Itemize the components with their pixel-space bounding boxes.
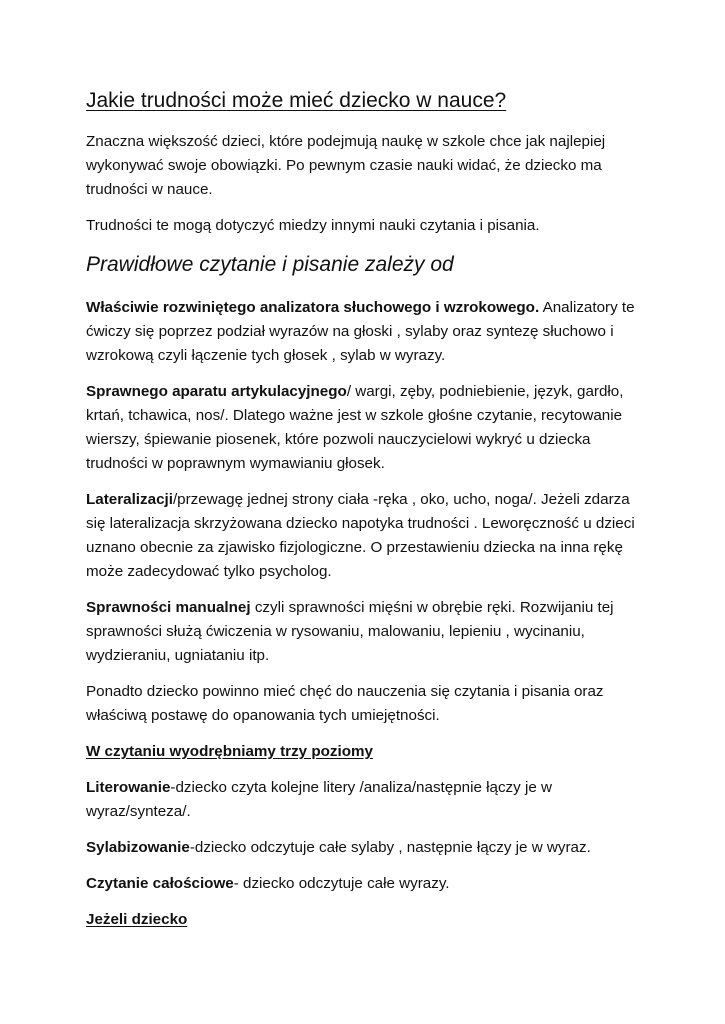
intro-paragraph-2: Trudności te mogą dotyczyć miedzy innymi nauki czytania i pisania. — [86, 217, 540, 234]
level-paragraph-syllables — [86, 836, 646, 860]
level-text: - dziecko odczytuje całe wyrazy. — [233, 875, 450, 892]
motivation-paragraph: Ponadto dziecko powinno mieć chęć do nauczenia się czytania i pisania oraz właściwą postawę do opanowania tych umiejętności. — [86, 683, 604, 724]
levels-heading-text: W czytaniu wyodrębniamy trzy poziomy — [86, 743, 373, 760]
level-paragraph-spelling — [86, 776, 646, 824]
level-term: Czytanie całościowe — [86, 875, 234, 892]
document-title: Jakie trudności może mieć dziecko w nauce? — [86, 89, 507, 112]
factor-text: /przewagę jednej strony ciała -ręka , oko, ucho, noga/. Jeżeli zdarza się lateralizacja skrzyżowana dziecko napotyka trudności . Leworęczność u dzieci uznano obecnie za zjawisko fizjologiczne. O przestawieniu dziecka na inna rękę może zadecydować tylko psycholog. — [86, 491, 635, 580]
factor-text: czyli sprawności mięśni w obrębie ręki. Rozwijaniu tej sprawności służą ćwiczenia w rysowaniu, malowaniu, lepieniu , wycinaniu, wydzieraniu, ugniataniu itp. — [86, 599, 614, 664]
factor-term: Sprawności manualnej — [86, 599, 251, 616]
section-heading: Prawidłowe czytanie i pisanie zależy od — [86, 253, 454, 276]
factor-term: Właściwie rozwiniętego analizatora słuchowego i wzrokowego. — [86, 299, 540, 316]
factor-text: / wargi, zęby, podniebienie, język, gardło, krtań, tchawica, nos/. Dlatego ważne jest w szkole głośne czytanie, recytowanie wierszy, śpiewanie piosenek, które pozwoli nauczycielowi wykryć u dziecka trudności w poprawnym wymawianiu głosek. — [86, 383, 624, 472]
level-paragraph-whole — [86, 872, 646, 896]
factor-paragraph-lateralization — [86, 488, 646, 584]
level-term: Sylabizowanie — [86, 839, 190, 856]
factor-term: Lateralizacji — [86, 491, 173, 508]
level-term: Literowanie — [86, 779, 171, 796]
level-text: -dziecko czyta kolejne litery /analiza/następnie łączy je w wyraz/synteza/. — [86, 779, 552, 820]
levels-heading — [86, 740, 646, 764]
level-text: -dziecko odczytuje całe sylaby , następnie łączy je w wyraz. — [189, 839, 591, 856]
closing-heading-text: Jeżeli dziecko — [86, 911, 188, 928]
factor-term: Sprawnego aparatu artykulacyjnego — [86, 383, 347, 400]
factor-paragraph-analyzers — [86, 296, 646, 368]
closing-heading — [86, 908, 646, 932]
factor-text: Analizatory te ćwiczy się poprzez podział wyrazów na głoski , sylaby oraz syntezę słuchowo i wzrokową czyli łączenie tych głosek , sylab w wyrazy. — [86, 299, 635, 364]
factor-paragraph-manual — [86, 596, 646, 668]
intro-paragraph-1: Znaczna większość dzieci, które podejmują naukę w szkole chce jak najlepiej wykonywać swoje obowiązki. Po pewnym czasie nauki widać, że dziecko ma trudności w nauce. — [86, 133, 606, 198]
factor-paragraph-articulation — [86, 380, 646, 476]
document-page — [86, 86, 646, 944]
